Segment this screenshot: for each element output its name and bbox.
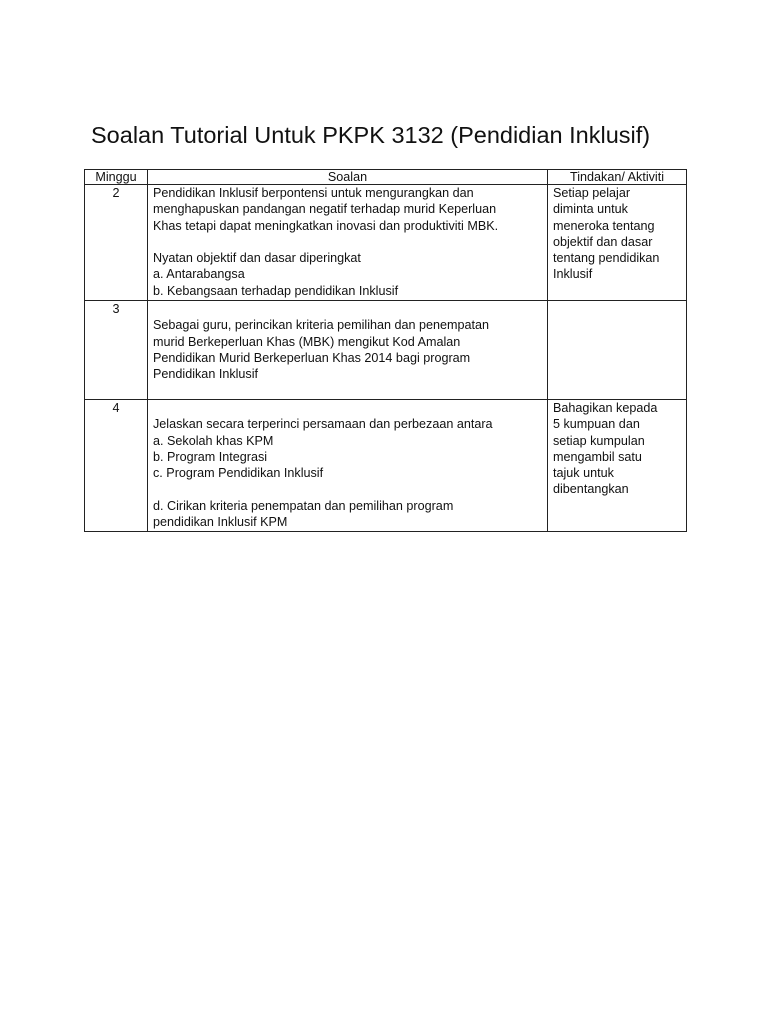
question-line: Khas tetapi dapat meningkatkan inovasi dan produktiviti MBK. [153,218,499,233]
question-line: Pendidikan Murid Berkeperluan Khas 2014 bagi program [153,350,471,365]
page-title: Soalan Tutorial Untuk PKPK 3132 (Pendidian Inklusif) [91,122,651,148]
question-line: pendidikan Inklusif KPM [153,515,288,530]
week-number: 3 [85,301,148,400]
table-row [85,301,687,400]
table-header-row [85,170,687,185]
question-line: menghapuskan pandangan negatif terhadap murid Keperluan [153,202,497,217]
question-cell [148,185,548,301]
action-cell [548,185,687,301]
action-cell [548,400,687,532]
action-line: dibentangkan [553,482,629,497]
question-cell [148,301,548,400]
column-header-week: Minggu [85,170,148,185]
question-line: Sebagai guru, perincikan kriteria pemilihan dan penempatan [153,318,490,333]
question-line: Pendidikan Inklusif berpontensi untuk mengurangkan dan [153,186,474,200]
action-line: tentang pendidikan [553,251,660,266]
table-row [85,400,687,532]
question-line: a. Sekolah khas KPM [153,433,274,448]
action-line: Bahagikan kepada [553,401,658,415]
column-header-action: Tindakan/ Aktiviti [548,170,687,185]
question-line: Pendidikan Inklusif [153,367,259,382]
question-line: murid Berkeperluan Khas (MBK) mengikut Kod Amalan [153,334,461,349]
action-line: Inklusif [553,267,593,282]
action-line: meneroka tentang [553,218,655,233]
question-line: b. Program Integrasi [153,449,268,464]
action-line: objektif dan dasar [553,234,653,249]
action-line: 5 kumpuan dan [553,417,640,432]
question-line: d. Cirikan kriteria penempatan dan pemilihan program [153,498,454,513]
question-line: c. Program Pendidikan Inklusif [153,466,324,481]
action-line: setiap kumpulan [553,433,645,448]
tutorial-table [84,169,687,532]
action-line: Setiap pelajar [553,186,631,200]
action-line: diminta untuk [553,202,628,217]
question-line: Jelaskan secara terperinci persamaan dan perbezaan antara [153,417,493,432]
column-header-question: Soalan [148,170,548,185]
action-line: tajuk untuk [553,466,614,481]
question-cell [148,400,548,532]
week-number: 4 [85,400,148,532]
week-number: 2 [85,185,148,301]
action-cell [548,301,687,400]
table-row [85,185,687,301]
action-line: mengambil satu [553,449,642,464]
question-line: Nyatan objektif dan dasar diperingkat [153,251,361,266]
question-line: a. Antarabangsa [153,267,245,282]
question-line: b. Kebangsaan terhadap pendidikan Inklusif [153,283,399,298]
